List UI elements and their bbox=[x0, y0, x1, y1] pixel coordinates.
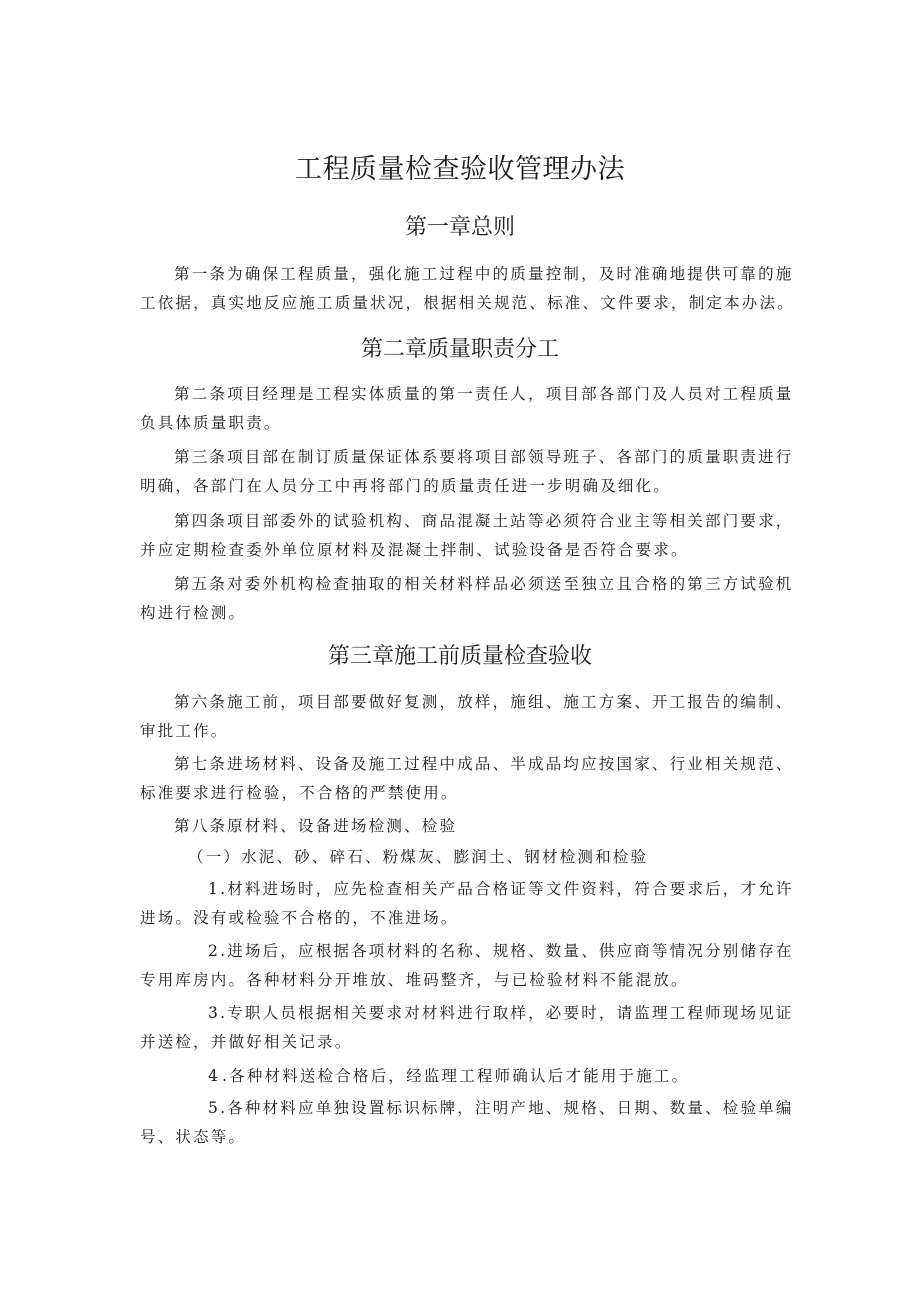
list-item-text: .各种材料送检合格后，经监理工程师确认后才能用于施工。 bbox=[222, 1067, 690, 1085]
list-item-text: .材料进场时，应先检查相关产品合格证等文件资料，符合要求后，才允许进场。没有或检验不合格的，不准进场。 bbox=[140, 880, 794, 927]
subsection-1-heading: （一）水泥、砂、碎石、粉煤灰、膨润土、钢材检测和检验 bbox=[188, 848, 649, 866]
chapter-2-heading: 第二章质量职责分工 bbox=[360, 337, 559, 362]
chapter-3-heading: 第三章施工前质量检查验收 bbox=[327, 644, 592, 669]
list-item-number: 5 bbox=[208, 1099, 221, 1117]
article-4: 第四条项目部委外的试验机构、商品混凝土站等必须符合业主等相关部门要求，并应定期检查委外单位原材料及混凝土拌制、试验设备是否符合要求。 bbox=[140, 512, 794, 559]
article-7: 第七条进场材料、设备及施工过程中成品、半成品均应按国家、行业相关规范、标准要求进行检验，不合格的严禁使用。 bbox=[140, 755, 794, 802]
list-item-3 bbox=[140, 999, 796, 1057]
list-item-4 bbox=[140, 1062, 796, 1091]
list-item-text: .各种材料应单独设置标识标牌，注明产地、规格、日期、数量、检验单编号、状态等。 bbox=[140, 1099, 794, 1146]
list-item-2 bbox=[140, 937, 796, 995]
article-8: 第八条原材料、设备进场检测、检验 bbox=[174, 817, 458, 835]
list-item-number: 1 bbox=[208, 880, 221, 898]
document-title: 工程质量检查验收管理办法 bbox=[295, 154, 625, 185]
article-5: 第五条对委外机构检查抽取的相关材料样品必须送至独立且合格的第三方试验机构进行检测。 bbox=[140, 575, 794, 622]
article-2: 第二条项目经理是工程实体质量的第一责任人，项目部各部门及人员对工程质量负具体质量职责。 bbox=[140, 385, 794, 432]
list-item-5 bbox=[140, 1094, 796, 1152]
article-3: 第三条项目部在制订质量保证体系要将项目部领导班子、各部门的质量职责进行明确，各部门在人员分工中再将部门的质量责任进一步明确及细化。 bbox=[140, 448, 794, 495]
article-6: 第六条施工前，项目部要做好复测，放样，施组、施工方案、开工报告的编制、审批工作。 bbox=[140, 693, 794, 740]
list-item-number: 2 bbox=[208, 942, 221, 960]
list-item-text: .进场后，应根据各项材料的名称、规格、数量、供应商等情况分别储存在专用库房内。各种材料分开堆放、堆码整齐，与已检验材料不能混放。 bbox=[140, 942, 794, 989]
list-item-text: .专职人员根据相关要求对材料进行取样，必要时，请监理工程师现场见证并送检，并做好相关记录。 bbox=[140, 1004, 794, 1051]
list-item-number: 4 bbox=[208, 1067, 221, 1085]
list-item-1 bbox=[140, 875, 796, 933]
list-item-number: 3 bbox=[208, 1004, 221, 1022]
chapter-1-heading: 第一章总则 bbox=[404, 215, 515, 240]
article-1: 第一条为确保工程质量，强化施工过程中的质量控制，及时准确地提供可靠的施工依据，真实地反应施工质量状况，根据相关规范、标准、文件要求，制定本办法。 bbox=[140, 265, 795, 312]
